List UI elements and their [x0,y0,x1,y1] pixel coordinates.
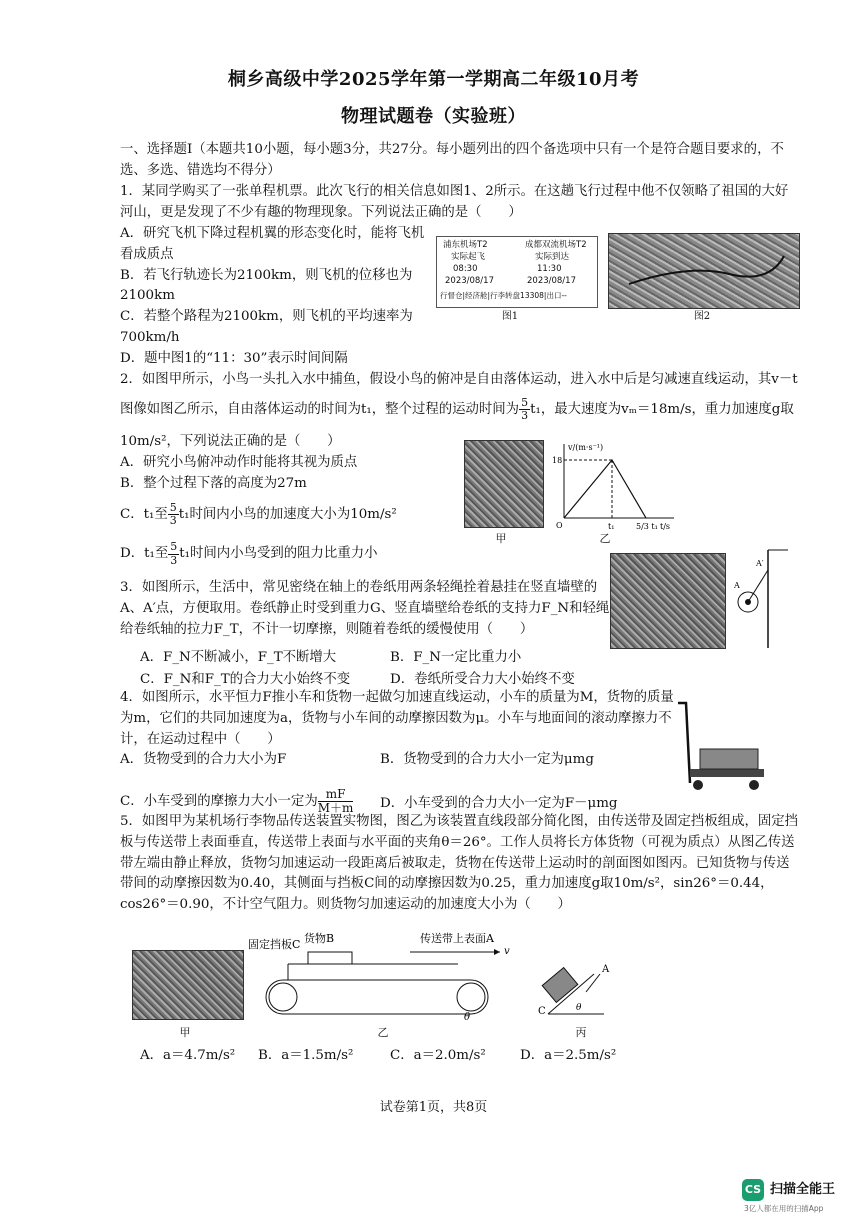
cart-figure [668,695,768,795]
q3-option-d: D．卷纸所受合力大小始终不变 [390,672,575,687]
conveyor-diagram [248,930,518,1030]
q5-fig-bing-caption: 丙 [575,1026,587,1039]
q1-option-d: D．题中图1的“11：30”表示时间间隔 [120,350,348,366]
flight-map-figure [608,233,800,309]
q2-option-a: A．研究小鸟俯冲动作时能将其视为质点 [120,454,358,470]
question-2 [120,370,820,391]
exam-subtitle: 物理试题卷（实验班） [341,106,526,127]
q5-fig-yi-caption: 乙 [377,1026,389,1039]
svg-text:t/s: t/s [660,522,671,531]
q1-stem: 1．某同学购买了一张单程机票。此次飞行的相关信息如图1、2所示。在这趟飞行过程中他不仅领略了祖国的大好河山，更是发现了不少有趣的物理现象。下列说法正确的是（ ） [120,184,789,220]
section-heading: 一、选择题Ⅰ（本题共10小题，每小题3分，共27分。每小题列出的四个备选项中只有一个是符合题目要求的，不选、多选、错选均不得分） [120,142,784,178]
q1-option-a: A．研究飞机下降过程机翼的形态变化时，能将飞机看成质点 [120,226,425,262]
q1-option-b: B．若飞行轨迹长为2100km，则飞机的位移也为2100km [120,267,413,304]
q5-option-d: D．a＝2.5m/s² [520,1048,617,1063]
q2-stem-line2: 图像如图乙所示，自由落体运动的时间为t₁，整个过程的运动时间为 $\frac{5}{3}$ t₁，最大速度为vₘ＝18m/s，重力加速度g取 [120,396,794,423]
svg-text:5/3 t₁: 5/3 t₁ [636,522,658,531]
velocity-time-graph [552,438,682,538]
cart-base [690,769,764,777]
q3-option-c: C．F_N和F_T的合力大小始终不变 [140,672,351,687]
svg-text:O: O [556,521,563,530]
cargo-b [308,952,352,964]
toilet-roll-photo [610,553,726,649]
flight-ticket-figure: 浦东机场T2 成都双流机场T2 实际起飞 实际到达 08:30 11:30 2023/08/17 2023/08/17 行督仓|经济舱|行李转盘13308|出口-- [436,236,598,308]
fig2-caption: 图2 [693,311,711,322]
q4-option-d: D．小车受到的合力大小一定为F－μmg [380,796,618,811]
q3-stem: 3．如图所示，生活中，常见密绕在轴上的卷纸用两条轻绳拴着悬挂在竖直墙壁的A、A′点，方便取用。卷纸静止时受到重力G、竖直墙壁给卷纸的支持力F_N和轻绳给卷纸轴的拉力F_T，不计一切摩擦，则随着卷纸的缓慢使用（ ） [120,580,610,637]
q3-options [140,648,610,692]
conveyor-photo [132,950,244,1020]
belt-outline [266,980,488,1014]
q5-option-c: C．a＝2.0m/s² [390,1048,486,1063]
toilet-roll-diagram [728,548,794,652]
cart-handle [678,703,690,783]
svg-text:C: C [538,1006,546,1017]
q5-option-a: A．a＝4.7m/s² [140,1048,236,1063]
question-3 [120,578,610,640]
q3-option-b: B．F_N一定比重力小 [390,650,522,665]
q4-option-c: C．小车受到的摩擦力大小一定为 $\frac{mF}{M+m}$ [120,787,354,816]
q1-option-c: C．若整个路程为2100km，则飞机的平均速率为700km/h [120,309,413,345]
svg-text:货物B: 货物B [304,932,335,945]
exam-title: 桐乡高级中学2025学年第一学期高二年级10月考 [227,69,640,90]
q2-option-c: C．t₁至 $\frac{5}{3}$ t₁时间内小鸟的加速度大小为10m/s² [120,501,397,528]
fig1-caption: 图1 [501,311,519,322]
question-1 [120,182,800,224]
svg-text:θ: θ [464,1012,471,1023]
svg-text:θ: θ [576,1003,582,1013]
q2-option-b: B．整个过程下落的高度为27m [120,475,307,491]
q5-fig-jia-caption: 甲 [179,1026,191,1039]
q5-option-b: B．a＝1.5m/s² [258,1048,354,1063]
cs-logo-icon: CS [742,1179,764,1201]
q4-option-a: A．货物受到的合力大小为F [120,752,287,767]
fraction-5-3: $\frac{5}{3}$ [521,396,529,423]
question-5 [120,812,800,916]
page-footer: 试卷第1页，共8页 [379,1100,488,1115]
flight-route [609,234,799,308]
q1-options [120,224,432,369]
q4-option-b: B．货物受到的合力大小一定为μmg [380,752,594,767]
svg-text:固定挡板C: 固定挡板C [248,938,301,951]
q3-option-a: A．F_N不断减小，F_T不断增大 [140,650,337,665]
svg-text:A′: A′ [756,559,764,568]
bird-diving-photo [464,440,544,528]
q4-stem: 4．如图所示，水平恒力F推小车和货物一起做匀加速直线运动，小车的质量为M，货物的质量为m，它们的共同加速度为a，货物与小车间的动摩擦因数为μ。小车与地面间的滚动摩擦力不计，在运动过程中（ ） [120,690,674,747]
q2-fig-jia-caption: 甲 [495,532,507,545]
question-4 [120,688,680,750]
q2-fig-yi-caption: 乙 [599,532,611,545]
svg-text:v/(m·s⁻¹): v/(m·s⁻¹) [568,443,604,452]
svg-text:18: 18 [552,456,563,465]
vt-line [564,460,646,518]
svg-text:t₁: t₁ [608,522,615,531]
scanner-watermark: CS 扫描全能王 3亿人都在用的扫描App [742,1177,860,1221]
cargo-box [700,749,758,769]
q2-option-d: D．t₁至 $\frac{5}{3}$ t₁时间内小鸟受到的阻力比重力小 [120,540,378,567]
q2-options: 10m/s²，下列说法正确的是（ ） A．研究小鸟俯冲动作时能将其视为质点 B．整个过程下落的高度为27m C．t₁至 $\frac{5}{3}$ t₁时间内小鸟的加速度大小为10m/s² D．t₁至 $\frac{5}{3}$ t₁时间内小鸟受到的阻力比重力小 [120,432,540,567]
q4-options [120,750,660,820]
cross-section-diagram [534,952,634,1022]
svg-text:A: A [602,964,610,975]
q5-stem: 5．如图甲为某机场行李物品传送装置实物图，图乙为该装置直线段部分简化图，由传送带及固定挡板组成，固定挡板与传送带上表面垂直，传送带上表面与水平面的夹角θ＝26°。工作人员将长方体货物（可视为质点）从图乙传送带左端由静止释放，货物匀加速运动一段距离后被取走，货物在传送带上运动时的剖面图如图丙。已知货物与传送带间的动摩擦因数为0.40，其侧面与挡板C间的动摩擦因数为0.25，重力加速度g取10m/s²，sin26°＝0.44，cos26°＝0.90，不计空气阻力。则货物匀加速运动的加速度大小为（ ） [120,814,799,913]
svg-text:v: v [504,946,510,957]
svg-text:A: A [734,581,740,590]
cargo-section [542,968,578,1003]
q2-stem-1: 2．如图甲所示，小鸟一头扎入水中捕鱼，假设小鸟的俯冲是自由落体运动，进入水中后是匀减速直线运动，其v－t [120,372,798,387]
svg-text:传送带上表面A: 传送带上表面A [420,932,494,945]
